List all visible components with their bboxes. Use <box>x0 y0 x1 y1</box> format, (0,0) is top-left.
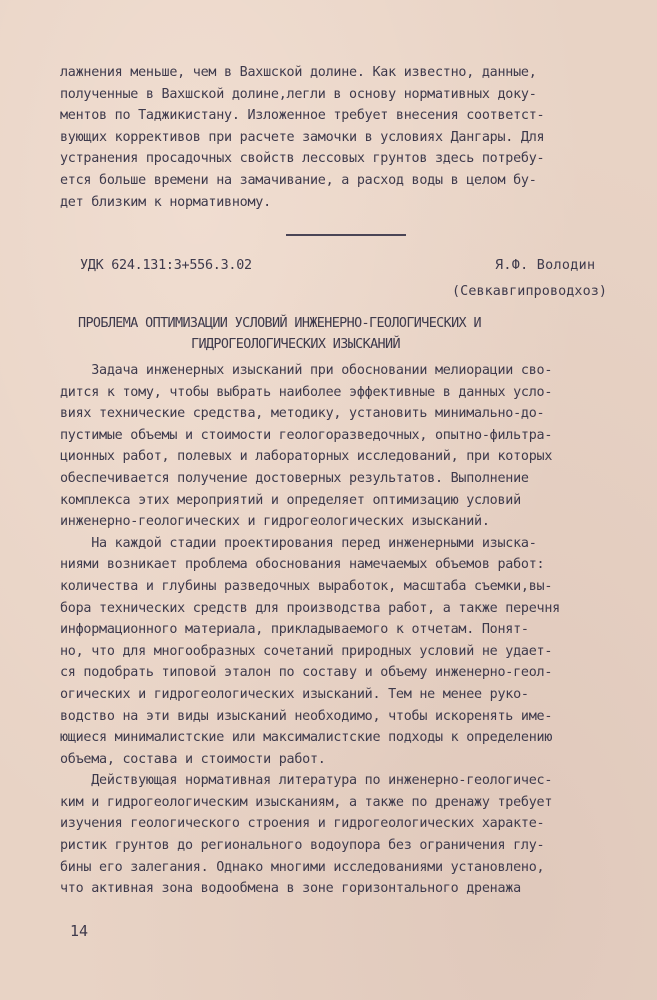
text-line: обеспечивается получение достоверных результатов. Выполнение <box>60 470 529 486</box>
text-line: ниями возникает проблема обоснования намечаемых объемов работ: <box>60 557 545 573</box>
text-line: бора технических средств для производства работ, а также перечня <box>60 600 560 616</box>
text-line: водство на эти виды изысканий необходимо, чтобы искоренять име- <box>60 708 553 724</box>
text-line: ким и гидрогеологическим изысканиям, а также по дренажу требует <box>60 794 553 810</box>
text-line: дет близким к нормативному. <box>60 194 271 210</box>
text-line: ментов по Таджикистану. Изложенное требует внесения соответст- <box>60 108 545 124</box>
title-line: ГИДРОГЕОЛОГИЧЕСКИХ ИЗЫСКАНИЙ <box>191 337 400 352</box>
text-line: дится к тому, чтобы выбрать наиболее эффективные в данных усло- <box>60 384 553 400</box>
text-line: комплекса этих мероприятий и определяет оптимизацию условий <box>60 492 521 508</box>
text-line: пустимые объемы и стоимости геологоразведочных, опытно-фильтра- <box>60 427 553 443</box>
text-line: ционных работ, полевых и лабораторных исследований, при которых <box>60 449 553 465</box>
text-line: огических и гидрогеологических изысканий. Тем не менее руко- <box>60 686 529 702</box>
text-line: устранения просадочных свойств лессовых грунтов здесь потребу- <box>60 151 545 167</box>
section-divider <box>286 234 406 236</box>
text-line: что активная зона водообмена в зоне горизонтального дренажа <box>60 881 521 897</box>
udk-code: УДК 624.131:3+556.3.02 <box>80 258 252 273</box>
continued-paragraph <box>60 62 635 213</box>
author-affiliation: (Севкавгипроводхоз) <box>452 284 608 299</box>
title-line: ПРОБЛЕМА ОПТИМИЗАЦИИ УСЛОВИЙ ИНЖЕНЕРНО-ГЕОЛОГИЧЕСКИХ И <box>78 316 481 331</box>
text-line: инженерно-геологических и гидрогеологических изысканий. <box>60 514 490 530</box>
text-line: количества и глубины разведочных выработок, масштаба съемки,вы- <box>60 578 553 594</box>
text-line: лажнения меньше, чем в Вахшской долине. Как известно, данные, <box>60 65 537 80</box>
text-line: ющиеся минималистские или максималистские подходы к определению <box>60 730 553 746</box>
text-line: изучения геологического строения и гидрогеологических характе- <box>60 816 545 832</box>
text-line: бины его залегания. Однако многими исследованиями установлено, <box>60 859 545 875</box>
article-body <box>60 360 635 900</box>
text-line: объема, состава и стоимости работ. <box>60 751 326 767</box>
text-line: ристик грунтов до регионального водоупора без ограничения глу- <box>60 838 545 854</box>
text-line: На каждой стадии проектирования перед инженерными изыска- <box>60 535 537 551</box>
text-line: но, что для многообразных сочетаний природных условий не удает- <box>60 643 553 659</box>
text-line: информационного материала, прикладываемого к отчетам. Понят- <box>60 622 529 638</box>
text-line: ся подобрать типовой эталон по составу и объему инженерно-геол- <box>60 665 553 681</box>
page-number: 14 <box>70 922 89 940</box>
article-author: Я.Ф. Володин <box>495 258 596 273</box>
text-line: полученные в Вахшской долине,легли в основу нормативных доку- <box>60 86 537 102</box>
text-line: виях технические средства, методику, установить минимально-до- <box>60 406 545 422</box>
text-line: вующих коррективов при расчете замочки в условиях Дангары. Для <box>60 129 545 145</box>
text-line: ется больше времени на замачивание, а расход воды в целом бу- <box>60 172 537 188</box>
text-line: Задача инженерных изысканий при обосновании мелиорации сво- <box>60 363 553 378</box>
text-line: Действующая нормативная литература по инженерно-геологичес- <box>60 773 553 789</box>
article-title <box>78 313 481 355</box>
